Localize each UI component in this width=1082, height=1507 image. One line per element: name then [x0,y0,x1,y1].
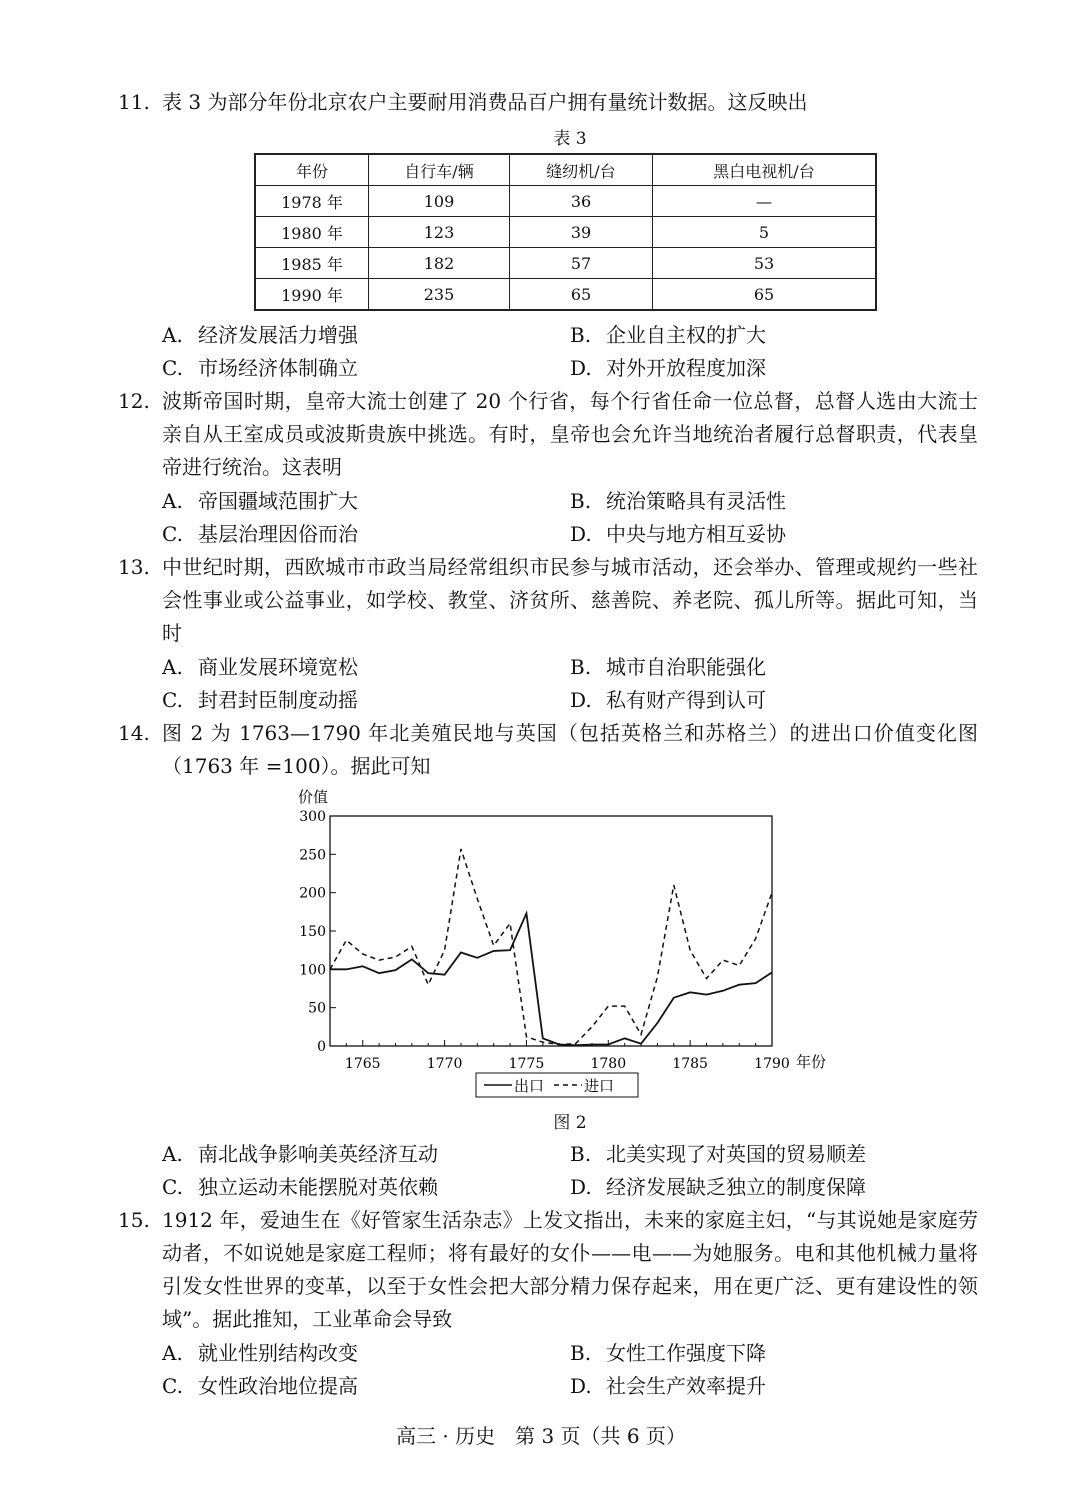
series-line-import [330,849,772,1045]
table-cell: 182 [369,248,510,279]
question-15 [118,1204,978,1336]
option-text: 封君封臣制度动摇 [198,688,358,712]
table-cell: 5 [653,217,877,248]
y-tick-label: 50 [308,1000,326,1017]
option-label: A. [162,655,183,679]
option-c[interactable] [162,518,358,547]
option-text: 商业发展环境宽松 [198,655,358,679]
question-number: 13. [118,555,150,579]
table-cell: 1978 年 [255,186,369,217]
option-text: 北美实现了对英国的贸易顺差 [606,1142,866,1166]
option-b[interactable] [570,319,766,348]
table-cell: 65 [510,279,653,311]
option-text: 私有财产得到认可 [606,688,766,712]
table-row [255,279,876,311]
option-text: 独立运动未能摆脱对英依赖 [198,1175,438,1199]
table-header-cell: 年份 [255,154,369,186]
question-stem: 中世纪时期，西欧城市市政当局经常组织市民参与城市活动，还会举办、管理或规约一些社会性事业或公益事业，如学校、教堂、济贫所、慈善院、养老院、孤儿所等。据此可知，当时 [162,555,978,645]
x-tick-label: 1780 [590,1056,627,1072]
option-c[interactable] [162,1370,358,1399]
option-label: A. [162,1341,183,1365]
table-cell: 109 [369,186,510,217]
x-tick-label: 1785 [672,1056,708,1072]
x-tick-label: 1770 [426,1056,463,1072]
option-text: 女性政治地位提高 [198,1374,358,1398]
option-label: A. [162,1142,183,1166]
option-d[interactable] [570,1370,766,1399]
y-tick-label: 250 [299,847,326,864]
y-tick-label: 300 [299,809,326,825]
option-text: 就业性别结构改变 [198,1341,358,1365]
page-footer: 高三 · 历史 第 3 页（共 6 页） [396,1424,686,1448]
data-table [254,153,877,311]
question-stem: 图 2 为 1763—1790 年北美殖民地与英国（包括英格兰和苏格兰）的进出口价值变化图（1763 年 =100）。据此可知 [162,721,978,778]
table-cell: 36 [510,186,653,217]
option-b[interactable] [570,485,786,514]
option-d[interactable] [570,1171,866,1200]
question-13 [118,551,978,650]
option-label: B. [570,489,592,513]
option-text: 企业自主权的扩大 [606,323,766,347]
table-cell: — [653,186,877,217]
table-row [255,217,876,248]
question-number: 11. [118,90,150,114]
question-11 [118,86,978,119]
option-d[interactable] [570,684,766,713]
option-a[interactable] [162,485,358,514]
x-tick-label: 1790 [754,1056,790,1072]
y-axis-label: 价值 [298,788,329,806]
option-text: 经济发展活力增强 [198,323,358,347]
legend-label-export: 出口 [514,1077,545,1095]
figure-caption: 图 2 [553,1113,587,1133]
question-number: 14. [118,721,150,745]
option-label: C. [162,1175,183,1199]
table-cell: 1985 年 [255,248,369,279]
table-row [255,248,876,279]
option-text: 市场经济体制确立 [198,356,358,380]
option-a[interactable] [162,1138,438,1167]
option-a[interactable] [162,651,358,680]
table-cell: 65 [653,279,877,311]
plot-area [330,816,772,1046]
option-label: D. [570,356,592,380]
option-label: C. [162,356,183,380]
y-tick-label: 0 [317,1039,326,1055]
table-row [255,186,876,217]
x-tick-label: 1765 [344,1056,381,1072]
option-label: A. [162,323,183,347]
option-label: C. [162,688,183,712]
legend-label-import: 进口 [584,1077,615,1095]
table-cell: 39 [510,217,653,248]
option-a[interactable] [162,1337,358,1366]
option-a[interactable] [162,319,358,348]
question-stem: 1912 年，爱迪生在《好管家生活杂志》上发文指出，未来的家庭主妇，“与其说她是家庭劳动者，不如说她是家庭工程师；将有最好的女仆——电——为她服务。电和其他机械力量将引发女性世界的变革，以至于女性会把大部分精力保存起来，用在更广泛、更有建设性的领域”。据此推知，工业革命会导致 [162,1208,978,1331]
option-label: C. [162,1374,183,1398]
x-tick-label: 1775 [508,1056,545,1072]
option-text: 中央与地方相互妥协 [606,522,786,546]
question-number: 12. [118,389,150,413]
option-text: 南北战争影响美英经济互动 [198,1142,438,1166]
table-header-cell: 自行车/辆 [369,154,510,186]
option-text: 帝国疆域范围扩大 [198,489,358,513]
option-label: B. [570,323,592,347]
option-text: 对外开放程度加深 [606,356,766,380]
option-text: 基层治理因俗而治 [198,522,358,546]
table-cell: 53 [653,248,877,279]
table-header-cell: 黑白电视机/台 [653,154,877,186]
legend [476,1073,638,1097]
option-b[interactable] [570,1138,866,1167]
table-cell: 57 [510,248,653,279]
question-number: 15. [118,1208,150,1232]
option-text: 统治策略具有灵活性 [606,489,786,513]
table-header-row [255,154,876,186]
option-d[interactable] [570,518,786,547]
option-label: D. [570,522,592,546]
option-label: B. [570,1341,592,1365]
question-12 [118,385,978,484]
option-text: 女性工作强度下降 [606,1341,766,1365]
table-cell: 235 [369,279,510,311]
option-label: D. [570,1175,592,1199]
option-label: D. [570,1374,592,1398]
y-tick-label: 100 [299,962,326,979]
question-stem: 表 3 为部分年份北京农户主要耐用消费品百户拥有量统计数据。这反映出 [162,90,808,114]
table-cell: 1990 年 [255,279,369,311]
option-label: D. [570,688,592,712]
option-label: A. [162,489,183,513]
option-c[interactable] [162,684,358,713]
option-label: C. [162,522,183,546]
option-text: 社会生产效率提升 [606,1374,766,1398]
option-b[interactable] [570,1337,766,1366]
option-b[interactable] [570,651,766,680]
option-text: 城市自治职能强化 [606,655,766,679]
table-caption: 表 3 [553,129,587,149]
line-chart [290,780,850,1102]
option-d[interactable] [570,352,766,381]
option-label: B. [570,655,592,679]
y-tick-label: 200 [299,885,326,902]
table-cell: 123 [369,217,510,248]
y-tick-label: 150 [299,924,326,940]
option-c[interactable] [162,352,358,381]
question-14 [118,717,978,783]
option-label: B. [570,1142,592,1166]
table-header-cell: 缝纫机/台 [510,154,653,186]
question-stem: 波斯帝国时期，皇帝大流士创建了 20 个行省，每个行省任命一位总督，总督人选由大流士亲自从王室成员或波斯贵族中挑选。有时，皇帝也会允许当地统治者履行总督职责，代表皇帝进行统治。这表明 [162,389,978,479]
x-axis-label: 年份 [796,1053,827,1071]
series-line-export [330,913,772,1045]
option-c[interactable] [162,1171,438,1200]
table-cell: 1980 年 [255,217,369,248]
option-text: 经济发展缺乏独立的制度保障 [606,1175,866,1199]
